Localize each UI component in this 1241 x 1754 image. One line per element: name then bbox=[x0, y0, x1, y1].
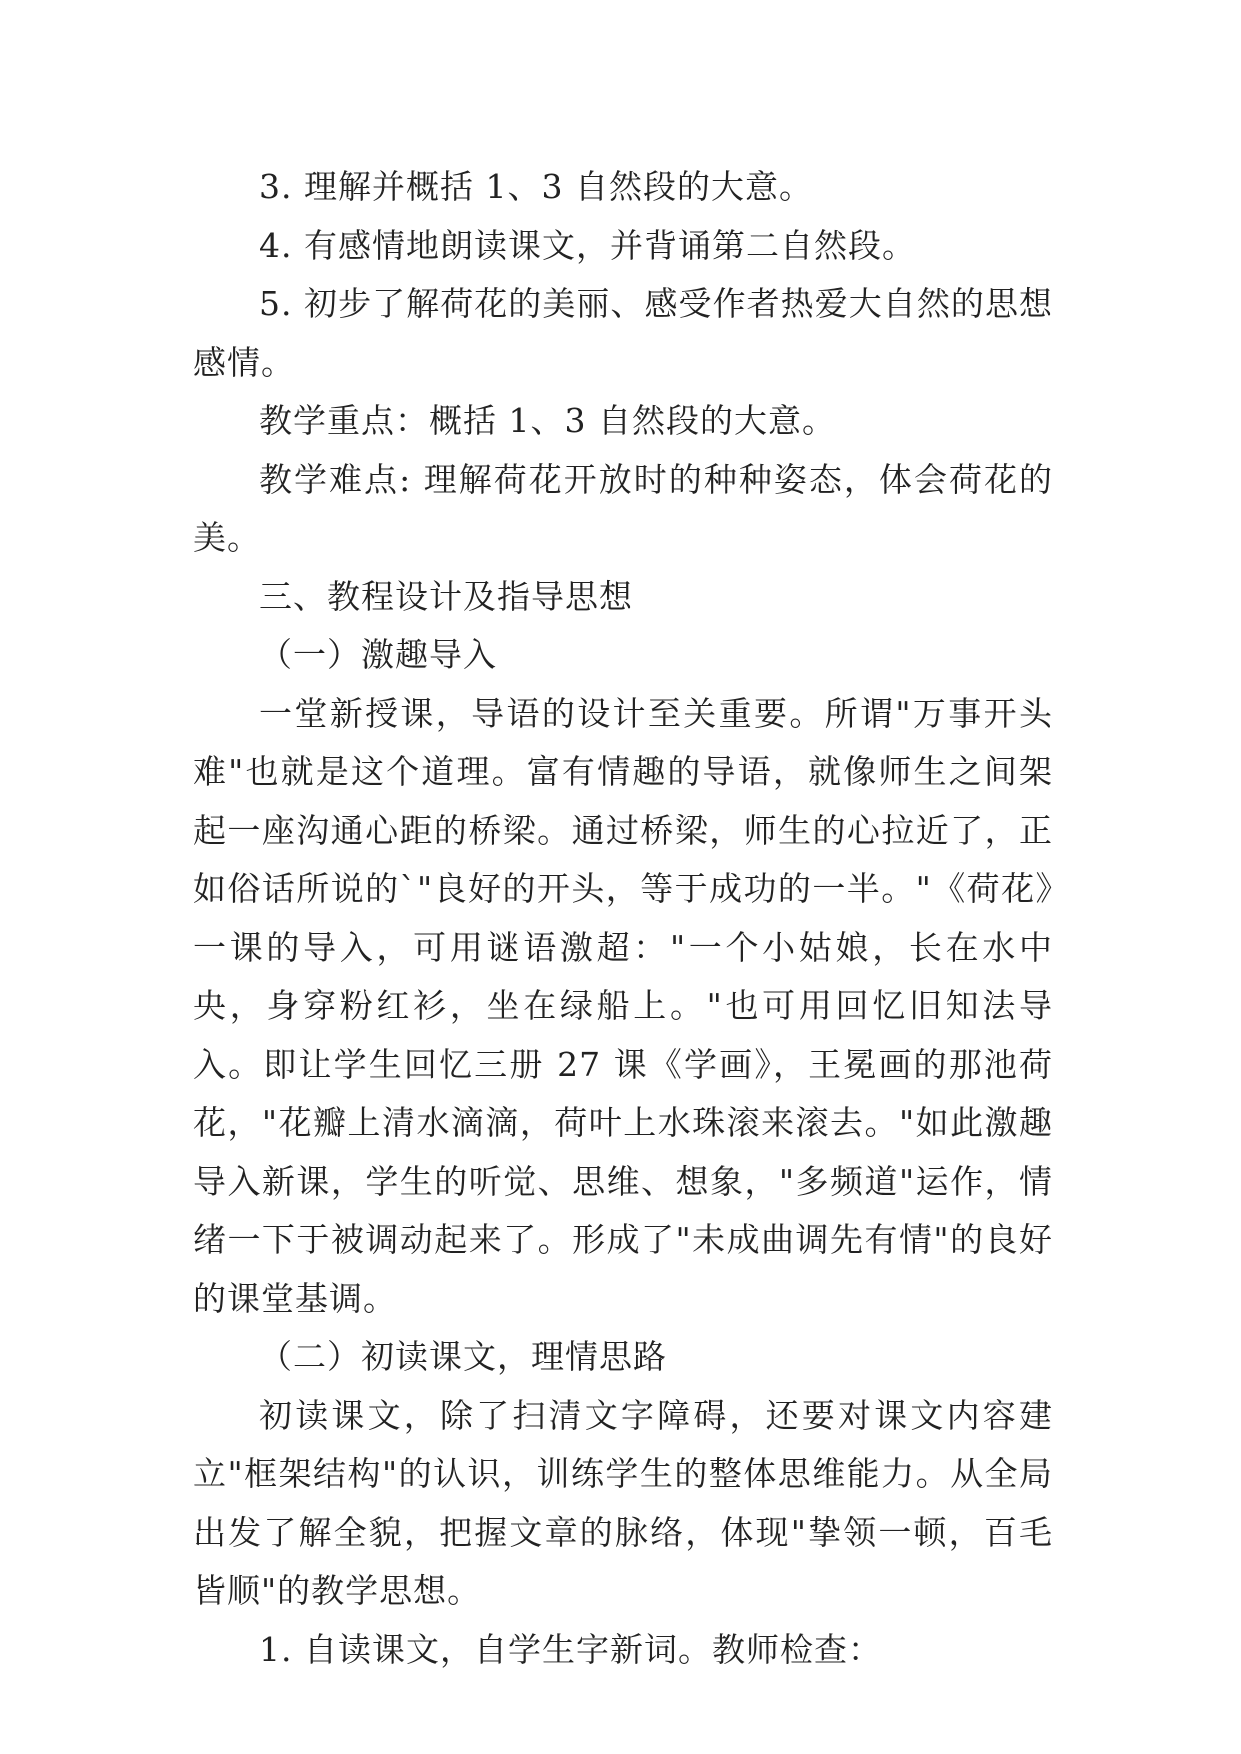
paragraph-teaching-focus: 教学重点：概括 1、3 自然段的大意。 bbox=[259, 401, 836, 440]
paragraph-step-1: 1. 自读课文，自学生字新词。教师检查： bbox=[259, 1629, 882, 1669]
paragraph-teaching-difficulty: 教学难点: 理解荷花开放时的种种姿态，体会荷花的美。 bbox=[193, 459, 1053, 557]
document-body bbox=[193, 158, 1053, 1679]
paragraph-objective-3: 3. 理解并概括 1、3 自然段的大意。 bbox=[259, 167, 813, 206]
paragraph-reading-body: 初读课文，除了扫清文字障碍，还要对课文内容建立"框架结构"的认识，训练学生的整体思维能力。从全局出发了解全貌，把握文章的脉络，体现"挚领一顿，百毛皆顺"的教学思想。 bbox=[193, 1395, 1053, 1610]
subheading-2: （二）初读课文，理情思路 bbox=[259, 1337, 667, 1376]
subheading-1: （一）激趣导入 bbox=[259, 635, 497, 674]
section-heading-3: 三、教程设计及指导思想 bbox=[259, 576, 633, 616]
paragraph-objective-5: 5. 初步了解荷花的美丽、感受作者热爱大自然的思想感情。 bbox=[193, 284, 1053, 382]
paragraph-objective-4: 4. 有感情地朗读课文，并背诵第二自然段。 bbox=[259, 225, 916, 265]
paragraph-intro-body: 一堂新授课，导语的设计至关重要。所谓"万事开头难"也就是这个道理。富有情趣的导语，就像师生之间架起一座沟通心距的桥梁。通过桥梁，师生的心拉近了，正如俗话所说的`"良好的开头，等于成功的一半。"《荷花》一课的导入，可用谜语激超："一个小姑娘，长在水中央，身穿粉红衫，坐在绿船上。"也可用回忆旧知法导入。即让学生回忆三册 27 课《学画》，王冕画的那池荷花，"花瓣上清水滴滴，荷叶上水珠滚来滚去。"如此激趣导入新课，学生的听觉、思维、想象，"多频道"运作，情绪一下于被调动起来了。形成了"未成曲调先有情"的良好的课堂基调。 bbox=[193, 693, 1053, 1318]
